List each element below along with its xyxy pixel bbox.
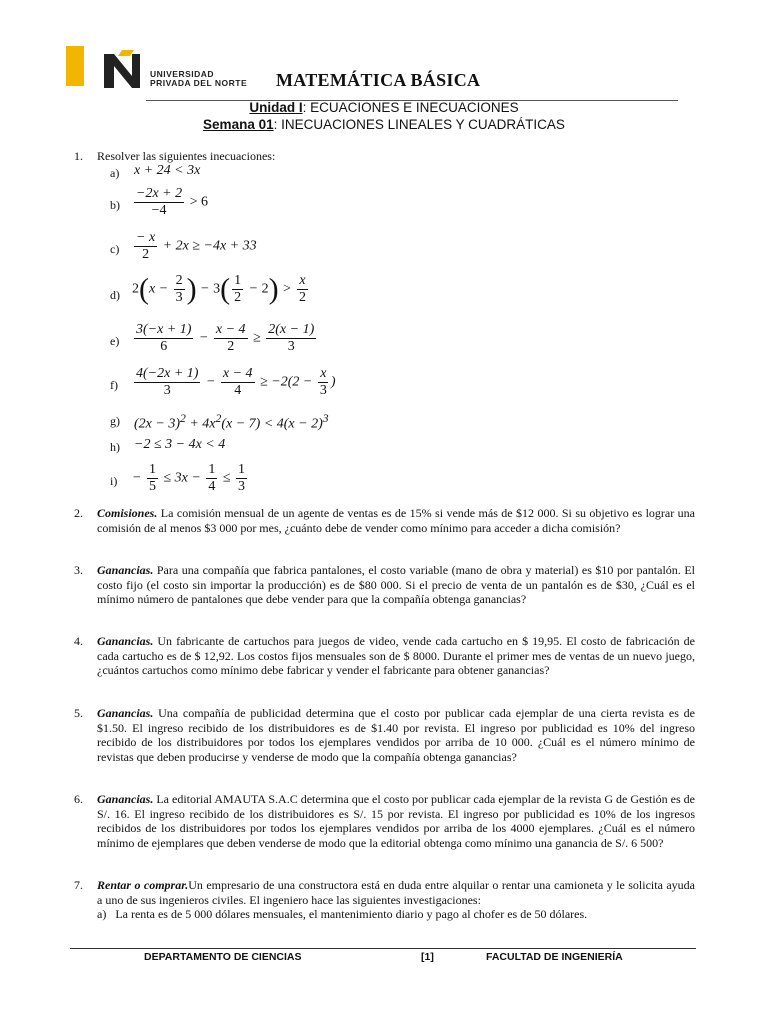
item-label-f: f) (110, 378, 118, 392)
item-label-a: a) (110, 166, 120, 180)
page-number: [1] (421, 951, 434, 963)
footer-divider (70, 948, 696, 949)
inequality-c: $\frac{- x}{2}$ + 2x ≥ −4x + 33 (136, 230, 257, 262)
unit-title: : ECUACIONES E INECUACIONES (302, 100, 519, 115)
inequality-i: − $\frac{1}{5}$ ≤ 3x − $\frac{1}{4}$ ≤ $\frac{1}{3}$ (132, 462, 245, 494)
question-text: Un fabricante de cartuchos para juegos de video, vende cada cartucho en $ 19,95. El costo de fabricación de cada cartucho es de $ 12,92. Los costos fijos mensuales son de $ 8000. Durante el primer mes de ventas de un nuevo juego, ¿cuántos cartuchos como mínimo debe fabricar y vender el fabricante para obtener ganancias? (97, 634, 695, 678)
question-keyword: Comisiones. (97, 506, 158, 520)
inequality-b: $\frac{-2x + 2}{-4}$ > 6 (136, 186, 209, 218)
question-text: Una compañía de publicidad determina que el costo por publicar cada ejemplar de una cierta revista es de $1.50. El ingreso recibido de los distribuidores es de $1.40 por revista. El ingreso por publicidad es 10% del ingreso recibido de los distribuidores por todos los ejemplares vendidos por arriba de 10 000. ¿Cuál es el número mínimo de revistas que deben producirse y venderse de modo que la compañía obtenga ganancias? (97, 706, 695, 764)
item-label-e: e) (110, 334, 120, 348)
question-keyword: Rentar o comprar. (97, 878, 189, 892)
footer-department: DEPARTAMENTO DE CIENCIAS (144, 951, 302, 963)
item-label-d: d) (110, 288, 120, 302)
unit-label: Unidad I (249, 100, 303, 115)
question-1-text: Resolver las siguientes inecuaciones: (97, 149, 276, 163)
logo-line-1: UNIVERSIDAD (150, 69, 215, 79)
item-text: La renta es de 5 000 dólares mensuales, el mantenimiento diario y pago al chofer es de 50 dólares. (115, 907, 588, 921)
question-number: 2. (74, 506, 83, 520)
question-7 (97, 878, 695, 907)
question-7-item-a (97, 907, 587, 922)
course-title: MATEMÁTICA BÁSICA (276, 70, 481, 90)
university-logo-icon (104, 50, 146, 90)
item-label-h: h) (110, 440, 120, 454)
question-2 (97, 506, 695, 535)
footer-faculty: FACULTAD DE INGENIERÍA (486, 951, 623, 963)
question-number: 3. (74, 563, 83, 577)
question-keyword: Ganancias. (97, 563, 154, 577)
question-text: La comisión mensual de un agente de ventas es de 15% si vende más de $12 000. Si su objetivo es lograr una comisión de al menos $3 000 por mes, ¿cuánto debe de vender como mínimo para acceder a dicha comisión? (97, 506, 695, 535)
item-label-a: a) (97, 907, 107, 921)
question-6 (97, 792, 695, 850)
question-3 (97, 563, 695, 607)
question-4 (97, 634, 695, 678)
question-number: 1. (74, 149, 83, 163)
item-label-c: c) (110, 242, 120, 256)
inequality-g: $(2x - 3)^2 + 4x^2(x - 7) < 4(x - 2)^3$ (134, 412, 329, 432)
question-text: Para una compañía que fabrica pantalones, el costo variable (mano de obra y material) es $10 por pantalón. El costo fijo (el costo sin importar la producción) es de $80 000. Si el precio de venta de un pantalón es de $30, ¿Cuál es el mínimo número de pantalones que debe vender para que la compañía obtenga ganancias? (97, 563, 695, 607)
question-text: La editorial AMAUTA S.A.C determina que el costo por publicar cada ejemplar de la revista G de Gestión es de S/. 16. El ingreso recibido de los distribuidores es S/. 15 por revista. El ingreso por publicidad es 10% de los ingresos recibidos de los distribuidores por todos los ejemplares vendidos por arriba de los 4000 ejemplares. ¿Cuál es el número mínimo de ejemplares que deben venderse de modo que la editorial obtenga como mínimo una ganancia de S/. 6 500? (97, 792, 695, 850)
university-logo-text (150, 70, 247, 87)
item-label-b: b) (110, 198, 120, 212)
question-keyword: Ganancias. (97, 792, 154, 806)
logo-line-2: PRIVADA DEL NORTE (150, 77, 248, 88)
inequality-e: $\frac{3(-x + 1)}{6}$ − $\frac{x - 4}{2}$ ≥ $\frac{2(x - 1)}{3}$ (136, 322, 315, 354)
week-title: : INECUACIONES LINEALES Y CUADRÁTICAS (273, 117, 565, 132)
question-keyword: Ganancias. (97, 706, 154, 720)
question-number: 5. (74, 706, 83, 720)
item-label-i: i) (110, 474, 118, 488)
question-5 (97, 706, 695, 764)
inequality-f: $\frac{4(-2x + 1)}{3}$ − $\frac{x - 4}{4}$ ≥ −2(2 − $\frac{x}{3}$ ) (136, 366, 336, 398)
week-heading (0, 117, 768, 132)
inequality-h: −2 ≤ 3 − 4x < 4 (134, 437, 226, 452)
logo-accent-bar (66, 46, 84, 86)
question-number: 4. (74, 634, 83, 648)
item-label-g: g) (110, 414, 120, 428)
question-text: Un empresario de una constructora está en duda entre alquilar o rentar una camioneta y le solicita ayuda a uno de sus ingenieros civiles. El ingeniero hace las siguientes investigaciones: (97, 878, 695, 907)
question-keyword: Ganancias. (97, 634, 154, 648)
question-number: 7. (74, 878, 83, 892)
week-label: Semana 01 (203, 117, 274, 132)
inequality-d: 2(x − $\frac{2}{3}$ ) − 3( $\frac{1}{2}$ − 2) > $\frac{x}{2}$ (132, 272, 307, 306)
unit-heading (0, 100, 768, 115)
question-number: 6. (74, 792, 83, 806)
inequality-a: x + 24 < 3x (134, 163, 201, 178)
